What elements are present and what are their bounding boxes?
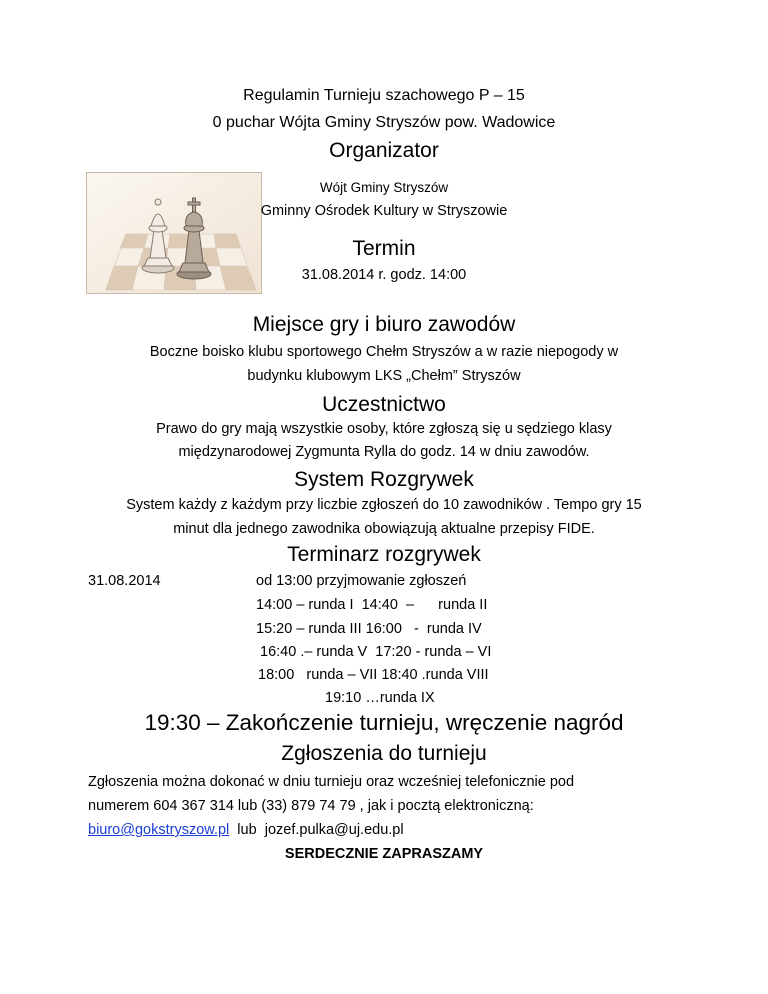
closing-ceremony: 19:30 – Zakończenie turnieju, wręczenie nagród	[144, 710, 624, 735]
schedule-row: od 13:00 przyjmowanie zgłoszeń	[256, 573, 467, 589]
venue-line-1: Boczne boisko klubu sportowego Chełm Stryszów a w razie niepogody w	[149, 344, 619, 360]
email-jozef: jozef.pulka@uj.edu.pl	[264, 822, 404, 838]
system-line-1: System każdy z każdym przy liczbie zgłoszeń do 10 zawodników . Tempo gry 15	[126, 497, 642, 513]
participation-heading: Uczestnictwo	[322, 393, 446, 416]
registration-heading: Zgłoszenia do turnieju	[281, 742, 487, 765]
schedule-row: 19:10 …runda IX	[325, 690, 435, 706]
venue-heading: Miejsce gry i biuro zawodów	[252, 313, 516, 336]
invitation: SERDECZNIE ZAPRASZAMY	[284, 846, 484, 862]
email-link-biuro[interactable]: biuro@gokstryszow.pl	[88, 822, 230, 838]
registration-line-2: numerem 604 367 314 lub (33) 879 74 79 , jak i pocztą elektroniczną:	[88, 798, 534, 814]
organizer-line-1: Wójt Gminy Stryszów	[319, 180, 449, 195]
date-heading: Termin	[352, 237, 416, 260]
registration-contacts	[88, 822, 404, 838]
schedule-heading: Terminarz rozgrywek	[287, 543, 481, 566]
organizer-heading: Organizator	[329, 139, 439, 162]
schedule-row: 18:00 runda – VII 18:40 .runda VIII	[258, 667, 489, 683]
registration-line-1: Zgłoszenia można dokonać w dniu turnieju oraz wcześniej telefonicznie pod	[88, 774, 575, 790]
contacts-separator: lub	[229, 822, 265, 838]
schedule-row: 14:00 – runda I 14:40 – runda II	[256, 597, 488, 613]
schedule-row: 15:20 – runda III 16:00 - runda IV	[256, 621, 482, 637]
schedule-date: 31.08.2014	[88, 573, 161, 589]
participation-line-1: Prawo do gry mają wszystkie osoby, które zgłoszą się u sędziego klasy	[156, 421, 612, 437]
participation-line-2: międzynarodowej Zygmunta Rylla do godz. 14 w dniu zawodów.	[178, 444, 590, 460]
date-value: 31.08.2014 r. godz. 14:00	[301, 267, 467, 283]
system-heading: System Rozgrywek	[294, 468, 474, 491]
system-line-2: minut dla jednego zawodnika obowiązują aktualne przepisy FIDE.	[173, 521, 595, 537]
title-line-1: Regulamin Turnieju szachowego P – 15	[243, 87, 525, 104]
venue-line-2: budynku klubowym LKS „Chełm” Stryszów	[247, 368, 521, 384]
organizer-line-2: Gminny Ośrodek Kultury w Stryszowie	[260, 203, 508, 219]
schedule-row: 16:40 .– runda V 17:20 - runda – VI	[260, 644, 492, 660]
title-line-2: 0 puchar Wójta Gminy Stryszów pow. Wadowice	[212, 114, 556, 131]
